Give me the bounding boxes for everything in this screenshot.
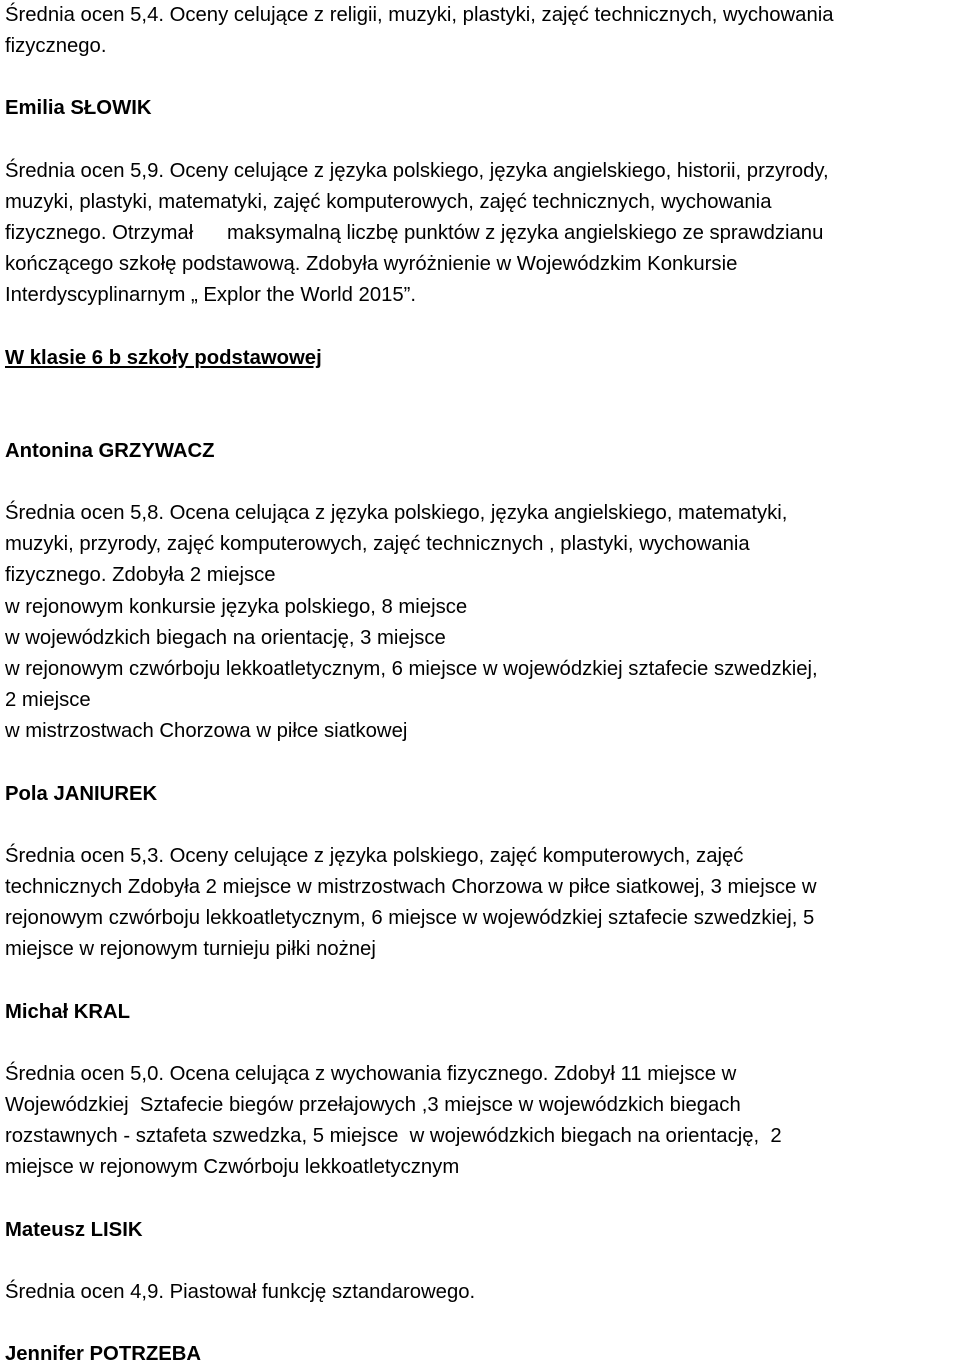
paragraph <box>5 1277 955 1308</box>
text-line: fizycznego. <box>5 35 107 58</box>
paragraph <box>5 841 955 966</box>
text-line: rozstawnych - sztafeta szwedzka, 5 miejsce w wojewódzkich biegach na orientację, 2 <box>5 1125 782 1148</box>
text-line: Średnia ocen 5,0. Ocena celująca z wychowania fizycznego. Zdobył 11 miejsce w <box>5 1062 737 1085</box>
text-line: kończącego szkołę podstawową. Zdobyła wyróżnienie w Wojewódzkim Konkursie <box>5 253 738 276</box>
text-line: rejonowym czwórboju lekkoatletycznym, 6 miejsce w wojewódzkiej sztafecie szwedzkiej, 5 <box>5 907 815 930</box>
text-line: Wojewódzkiej Sztafecie biegów przełajowych ,3 miejsce w wojewódzkich biegach <box>5 1094 741 1117</box>
text-line: Średnia ocen 5,4. Oceny celujące z religii, muzyki, plastyki, zajęć technicznych, wychowania <box>5 4 834 26</box>
student-name: Emilia SŁOWIK <box>5 97 152 120</box>
class-heading: W klasie 6 b szkoły podstawowej <box>5 346 322 369</box>
paragraph <box>5 498 955 748</box>
student-name: Antonina GRZYWACZ <box>5 439 215 462</box>
text-line: miejsce w rejonowym turnieju piłki nożnej <box>5 938 376 961</box>
student-name: Jennifer POTRZEBA <box>5 1343 202 1366</box>
text-line: w mistrzostwach Chorzowa w piłce siatkowej <box>5 720 408 743</box>
student-name: Michał KRAL <box>5 1000 131 1023</box>
text-line: Średnia ocen 5,8. Ocena celująca z języka polskiego, języka angielskiego, matematyki, <box>5 502 788 525</box>
text-line: 2 miejsce <box>5 689 91 712</box>
text-line: muzyki, przyrody, zajęć komputerowych, zajęć technicznych , plastyki, wychowania <box>5 533 750 556</box>
text-line: w rejonowym czwórboju lekkoatletycznym, 6 miejsce w wojewódzkiej sztafecie szwedzkiej, <box>5 658 818 681</box>
student-name: Mateusz LISIK <box>5 1218 143 1241</box>
text-line: miejsce w rejonowym Czwórboju lekkoatletycznym <box>5 1156 460 1179</box>
text-line: technicznych Zdobyła 2 miejsce w mistrzostwach Chorzowa w piłce siatkowej, 3 miejsce w <box>5 876 817 899</box>
paragraph <box>5 156 955 312</box>
text-line: fizycznego. Zdobyła 2 miejsce <box>5 564 276 587</box>
text-line: fizycznego. Otrzymał maksymalną liczbę punktów z języka angielskiego ze sprawdzianu <box>5 222 824 245</box>
student-name: Pola JANIUREK <box>5 782 158 805</box>
paragraph <box>5 1059 955 1184</box>
paragraph <box>5 0 955 62</box>
text-line: Średnia ocen 5,3. Oceny celujące z języka polskiego, zajęć komputerowych, zajęć <box>5 844 744 867</box>
text-line: muzyki, plastyki, matematyki, zajęć komputerowych, zajęć technicznych, wychowania <box>5 190 772 213</box>
text-line: w wojewódzkich biegach na orientację, 3 miejsce <box>5 626 446 649</box>
text-line: Średnia ocen 4,9. Piastował funkcję sztandarowego. <box>5 1280 476 1303</box>
text-line: w rejonowym konkursie języka polskiego, 8 miejsce <box>5 595 468 618</box>
text-line: Średnia ocen 5,9. Oceny celujące z języka polskiego, języka angielskiego, historii, przyrody, <box>5 159 829 182</box>
text-line: Interdyscyplinarnym „ Explor the World 2015”. <box>5 284 417 307</box>
document-page <box>5 0 955 1370</box>
